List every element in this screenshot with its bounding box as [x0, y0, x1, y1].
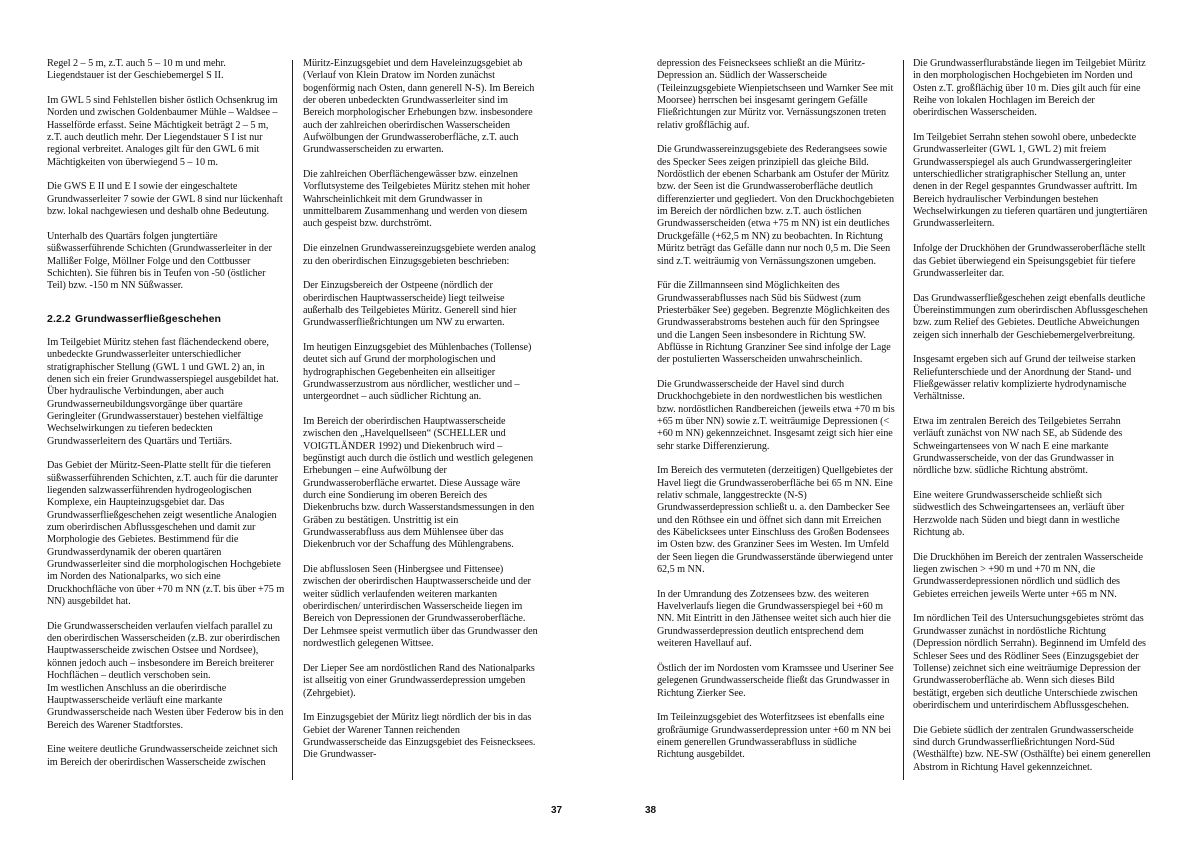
text-column-4	[913, 58, 1151, 786]
paragraph: Die Grundwasserflurabstände liegen im Teilgebiet Müritz in den morphologischen Hochgebieten im Norden und Osten z.T. großflächig über 10 m. Dies gilt auch für eine Reihe von lokalen Hochlagen im Bereich der oberirdischen Wasserscheiden.	[913, 58, 1146, 119]
paragraph: Das Gebiet der Müritz-Seen-Platte stellt für die tieferen süßwasserführenden Schichten, z.T. auch für die darunter liegenden salzwasserführenden hydrogeologischen Komplexe, ein Haupteinzugsgebiet dar. Das Grundwasserfließgeschehen zeigt wesentliche Analogien zum oberirdischen Abflussgeschehen und damit zur Morphologie des Gebietes. Bestimmend für die Grundwasserdynamik der oberen quartären Grundwasserleiter sind die morphologischen Hochgebiete im Norden des Nationalparks, wo sich eine Druckhochfläche von über +70 m NN (z.T. bis über +75 m NN) ausgebildet hat.	[47, 460, 285, 608]
paragraph: Im Teileinzugsgebiet des Woterfitzsees ist ebenfalls eine großräumige Grundwasserdepression unter +60 m NN bei einem generellen Grundwasserabfluss in südliche Richtung ausgebildet.	[657, 712, 892, 761]
paragraph: Im Teilgebiet Serrahn stehen sowohl obere, unbedeckte Grundwasserleiter (GWL 1, GWL 2) mit freiem Grundwasserspiegel als auch Grundwassergeringleiter unterschiedlicher stratigraphischer Stellung an, unter denen in der Regel gespanntes Grundwasser auftritt. Im Bereich hydraulischer Verbindungen bestehen Wechselwirkungen zu tieferen quartären und jungtertiären Grundwasserleitern.	[913, 132, 1148, 230]
text-column-2	[303, 58, 541, 774]
paragraph: Die Gebiete südlich der zentralen Grundwasserscheide sind durch Grundwasserfließrichtungen Nord-Süd (Westhälfte) bzw. NE-SW (Osthälfte) bei einem generellen Abstrom in Richtung Havel gekennzeichnet.	[913, 724, 1151, 773]
paragraph: Eine weitere deutliche Grundwasserscheide zeichnet sich im Bereich der oberirdischen Wasserscheide zwischen	[47, 744, 278, 768]
paragraph: Die abflusslosen Seen (Hinbergsee und Fittensee) zwischen der oberirdischen Hauptwasserscheide und der weiter südlich verlaufenden weiteren markanten oberirdischen/ unterirdischen Wasserscheide liegen im Bereich von Depressionen der Grundwasseroberfläche.	[303, 564, 531, 625]
paragraph: Unterhalb des Quartärs folgen jungtertiäre süßwasserführende Schichten (Grundwasserleiter in der Mallißer Folge, Möllner Folge und den Cottbusser Schichten). Sie führen bis in Teufen von -50 (östlicher Teil) bzw. -150 m NN Süßwasser.	[47, 230, 272, 292]
paragraph: Im westlichen Anschluss an die oberirdische Hauptwasserscheide verläuft eine markante Grundwasserscheide nach Westen über Federow bis in den Bereich des Warener Stadtforstes.	[47, 682, 284, 731]
paragraph: Östlich der im Nordosten vom Kramssee und Useriner See gelegenen Grundwasserscheide fließt das Grundwasser in Richtung Zierker See.	[657, 662, 894, 699]
paragraph: Im heutigen Einzugsgebiet des Mühlenbaches (Tollense) deutet sich auf Grund der morphologischen und hydrographischen Gegebenheiten ein allseitiger Grundwasserzustrom aus nördlicher, westlicher und – untergeordnet – auch südlicher Richtung an.	[303, 341, 532, 403]
paragraph: Die Grundwasserscheiden verlaufen vielfach parallel zu den oberirdischen Wasserscheiden (z.B. zur oberirdischen Hauptwasserscheide zwischen Ostsee und Nordsee), können jedoch auch – insbesondere im Bereich breiterer Hochflächen – deutlich verschoben sein.	[47, 620, 280, 682]
paragraph: Das Grundwasserfließgeschehen zeigt ebenfalls deutliche Übereinstimmungen zum oberirdischen Abflussgeschehen bzw. zum Relief des Gebietes. Deutliche Abweichungen zeigen sich innerhalb der Geschiebemergelverbreitung.	[913, 292, 1148, 341]
paragraph: Im Teilgebiet Müritz stehen fast flächendeckend obere, unbedeckte Grundwasserleiter unterschiedlicher stratigraphischer Stellung (GWL 1 und GWL 2) an, in denen sich ein freier Grundwasserspiegel ausgebildet hat. Über hydraulische Verbindungen, aber auch Grundwasserneubildungsvorgänge über quartäre Geringleiter (Grundwasserstauer) bestehen vielfältige Wechselwirkungen zu tieferen bedeckten Grundwasserleitern des Quartärs und Tertiärs.	[47, 336, 279, 447]
paragraph: Im Bereich der oberirdischen Hauptwasserscheide zwischen den „Havelquellseen“ (SCHELLER und VOIGTLÄNDER 1992) und Diekenbruch wird – begünstigt auch durch die östlich und westlich gelegenen Erhebungen – eine Aufwölbung der Grundwasseroberfläche erwartet. Diese Aussage wäre durch eine Sondierung im oberen Bereich des Diekenbruchs bzw. durch Wasserstandsmessungen in den Gräben zu bestätigen. Unstrittig ist ein Grundwasserabfluss aus dem Mühlensee über das Diekenbruch vor der Schaffung des Mühlengrabens.	[303, 415, 535, 551]
paragraph: Im GWL 5 sind Fehlstellen bisher östlich Ochsenkrug im Norden und zwischen Goldenbaumer Mühle – Waldsee – Hasselförde erfasst. Seine Mächtigkeit beträgt 2 – 5 m, z.T. auch deutlich mehr. Der Liegendstauer S I ist nur regional verbreitet. Analoges gilt für den GWL 6 mit Mächtigkeiten von überwiegend 5 – 10 m.	[47, 95, 278, 168]
paragraph: In der Umrandung des Zotzensees bzw. des weiteren Havelverlaufs liegen die Grundwasserspiegel bei +60 m NN. Mit Eintritt in den Jäthensee weitet sich auch hier die Grundwasserdepression deutlich entsprechend dem weiteren Havellauf auf.	[657, 588, 891, 650]
paragraph: Im nördlichen Teil des Untersuchungsgebietes strömt das Grundwasser zunächst in nordöstliche Richtung (Depression nördlich Serrahn). Beginnend im Umfeld des Schleser Sees und des Rödliner Sees (Einzugsgebiet der Tollense) zeichnet sich eine weiträumige Depression der Grundwasseroberfläche ab. Wenn sich dieses Bild bestätigt, ergeben sich deutliche Unterschiede zwischen oberirdischem und unterirdischem Abflussgeschehen.	[913, 613, 1146, 711]
page-number: 37	[551, 805, 563, 816]
paragraph: Im Bereich des vermuteten (derzeitigen) Quellgebietes der Havel liegt die Grundwasseroberfläche bei 65 m NN. Eine relativ schmale, langgestreckte (N-S) Grundwasserdepression schließt u. a. den Dambecker See und den Röthsee ein und öffnet sich dann mit Erreichen des Käbelicksees unter Einschluss des Großen Bodensees im Osten bzw. des Granziner Sees im Westen. Im Umfeld der Seen liegen die Grundwasserstände überwiegend unter 62,5 m NN.	[657, 465, 894, 576]
paragraph: Die zahlreichen Oberflächengewässer bzw. einzelnen Vorflutsysteme des Teilgebietes Müritz stehen mit hoher Wahrscheinlichkeit mit dem Grundwasser in unmittelbarem Zusammenhang und werden von diesem auch gespeist bzw. durchströmt.	[303, 169, 531, 230]
paragraph: Die Druckhöhen im Bereich der zentralen Wasserscheide liegen zwischen > +90 m und +70 m NN, die Grundwasserdepressionen nördlich und südlich des Gebietes erreichen jeweils Werte unter +65 m NN.	[913, 551, 1143, 600]
section-title: Grundwasserfließgeschehen	[75, 312, 222, 325]
paragraph: Der Lieper See am nordöstlichen Rand des Nationalparks ist allseitig von einer Grundwasserdepression umgeben (Zehrgebiet).	[303, 662, 535, 699]
paragraph: Etwa im zentralen Bereich des Teilgebietes Serrahn verläuft zunächst von NW nach SE, ab Südende des Schweingartensees von W nach E eine markante Grundwasserscheide, von der das Grundwasser in nördliche bzw. südliche Richtung abströmt.	[913, 415, 1123, 477]
text-column-1	[47, 58, 285, 781]
paragraph: Müritz-Einzugsgebiet und dem Haveleinzugsgebiet ab (Verlauf von Klein Dratow im Norden zunächst bogenförmig nach Osten, dann generell N-S). Im Bereich der oberen unbedeckten Grundwasserleiter sind im Bereich morphologischer Erhebungen bzw. insbesondere auch der zahlreichen oberirdischen Wasserscheiden Aufwölbungen der Grundwasseroberfläche, z.T. auch Grundwasserscheiden zu erwarten.	[303, 58, 535, 156]
paragraph: Die GWS E II und E I sowie der eingeschaltete Grundwasserleiter 7 sowie der GWL 8 sind nur lückenhaft bzw. lokal nachgewiesen und deshalb ohne Bedeutung.	[47, 181, 283, 218]
column-divider	[903, 60, 904, 780]
column-divider	[292, 60, 293, 780]
paragraph: Der Lehmsee speist vermutlich über das Grundwasser den nordwestlich gelegenen Wittsee.	[303, 625, 538, 650]
paragraph: Infolge der Druckhöhen der Grundwasseroberfläche stellt das Gebiet überwiegend ein Speisungsgebiet für tiefere Grundwasserleiter dar.	[913, 243, 1146, 279]
section-heading	[47, 313, 285, 325]
paragraph: depression des Feisnecksees schließt an die Müritz-Depression an. Südlich der Wasserscheide (Teileinzugsgebiete Wienpietschseen und Warnker See mit Moorsee) herrschen bei insgesamt geringem Gefälle Fließrichtungen zur Müritz vor. Vernässungszonen treten relativ großflächig auf.	[657, 58, 894, 131]
paragraph: Der Einzugsbereich der Ostpeene (nördlich der oberirdischen Hauptwasserscheide) liegt teilweise außerhalb des Teilgebietes Müritz. Generell sind hier Grundwasserfließrichtungen um NW zu erwarten.	[303, 280, 517, 329]
page-number: 38	[645, 805, 657, 816]
text-column-3	[657, 58, 895, 774]
paragraph: Für die Zillmannseen sind Möglichkeiten des Grundwasserabflusses nach Süd bis Südwest (zum Priesterbäker See) gegeben. Begrenzte Möglichkeiten des Grundwasserabstroms bestehen auch für den Springsee und die Langen Seen insbesondere in Richtung SW. Abflüsse in Richtung Granziner See sind infolge der Lage der postulierten Wasserscheiden unwahrscheinlich.	[657, 280, 891, 366]
paragraph: Im Einzugsgebiet der Müritz liegt nördlich der bis in das Gebiet der Warener Tannen reichenden Grundwasserscheide das Einzugsgebiet des Feisnecksees. Die Grundwasser-	[303, 712, 536, 761]
paragraph: Eine weitere Grundwasserscheide schließt sich südwestlich des Schweingartensees an, verläuft über Herzwolde nach Süden und biegt dann in westliche Richtung ab.	[913, 490, 1125, 539]
right-page	[600, 0, 1200, 849]
paragraph: Regel 2 – 5 m, z.T. auch 5 – 10 m und mehr. Liegendstauer ist der Geschiebemergel S II.	[47, 58, 226, 82]
paragraph: Die Grundwassereinzugsgebiete des Rederangsees sowie des Specker Sees zeigen prinzipiell das gleiche Bild. Nordöstlich der ebenen Scharbank am Ostufer der Müritz bzw. der Seen ist die Grundwasseroberfläche deutlich differenzierter und gegliedert. Von den Druckhochgebieten im Bereich der nördlichen bzw. z.T. auch östlichen Grundwasserscheiden (etwa +75 m NN) ist ein deutliches Druckgefälle (+62,5 m NN) zu beobachten. In Richtung Müritz beträgt das Gefälle dann nur noch 0,5 m. Die Seen sind z.T. weiträumig von Vernässungszonen umgeben.	[657, 144, 895, 267]
paragraph: Die einzelnen Grundwassereinzugsgebiete werden analog zu den oberirdischen Einzugsgebieten beschrieben:	[303, 243, 536, 267]
paragraph: Insgesamt ergeben sich auf Grund der teilweise starken Reliefunterschiede und der Anordnung der Stand- und Fließgewässer relativ komplizierte hydrodynamische Verhältnisse.	[913, 354, 1136, 403]
section-number: 2.2.2	[47, 312, 71, 325]
paragraph: Die Grundwasserscheide der Havel sind durch Druckhochgebiete in den nordwestlichen bis westlichen bzw. nordöstlichen Randbereichen (jeweils etwa +70 m bis +65 m über NN) sowie z.T. weiträumige Depressionen (< +60 m NN) gekennzeichnet. Insgesamt zeigt sich hier eine sehr starke Differenzierung.	[657, 378, 895, 452]
